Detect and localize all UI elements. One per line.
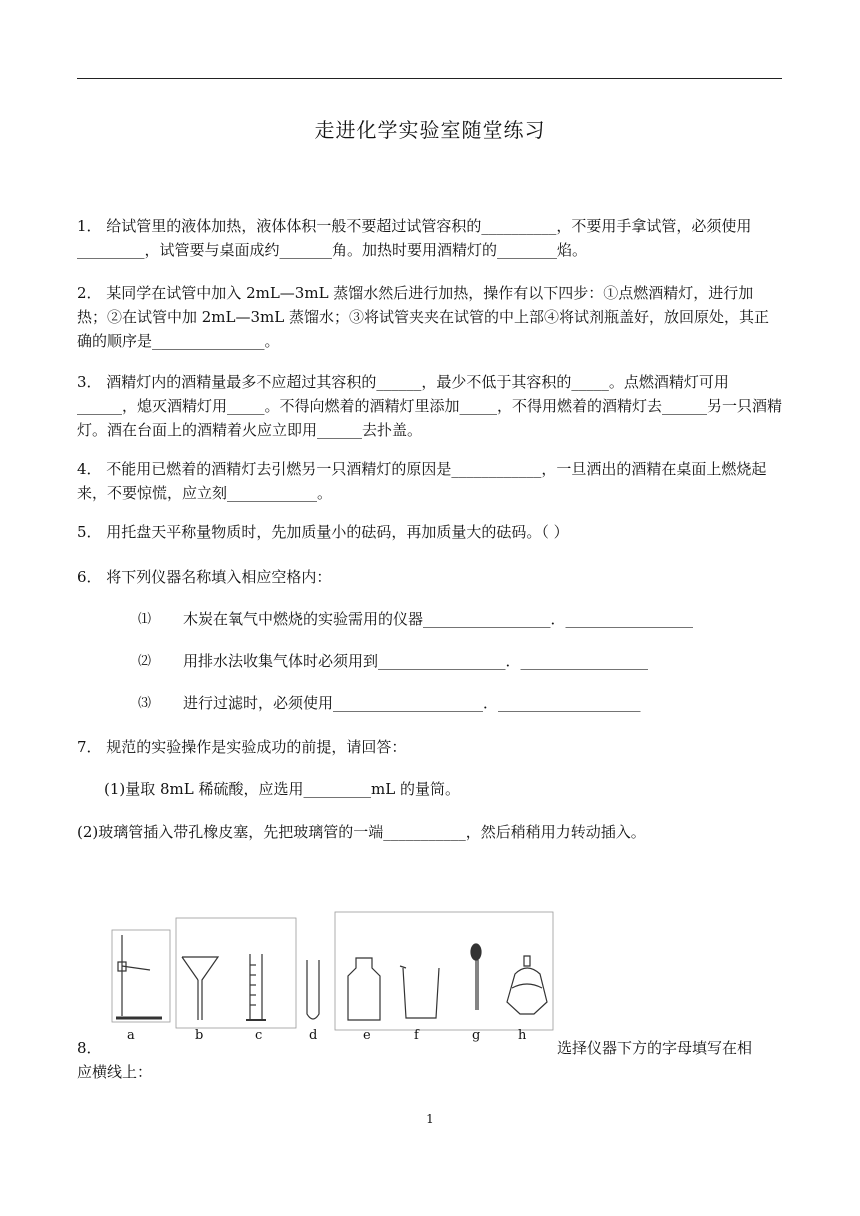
label-h: h — [518, 1028, 527, 1043]
label-b: b — [195, 1028, 204, 1043]
question-1: 1． 给试管里的液体加热，液体体积一般不要超过试管容积的__________，不要用手拿试管，必须使用_________，试管要与桌面成约_______角。加热时要用酒精灯的________焰。 — [77, 217, 752, 259]
question-3: 3． 酒精灯内的酒精量最多不应超过其容积的______，最少不低于其容积的_____。点燃酒精灯可用______，熄灭酒精灯用_____。不得向燃着的酒精灯里添加_____，不得用燃着的酒精灯去______另一只酒精灯。酒在台面上的酒精着火应立即用______去扑盖。 — [77, 373, 783, 439]
graduated-cylinder-icon — [246, 954, 266, 1020]
beaker-icon — [400, 966, 439, 1018]
header-rule — [77, 78, 782, 79]
apparatus-drawing — [110, 910, 555, 1035]
dropper-icon — [471, 944, 481, 1010]
test-tube-icon — [307, 960, 319, 1019]
q6-1-text: 木炭在氧气中燃烧的实验需用的仪器_________________．_________________ — [183, 610, 694, 628]
question-8-continuation: 应横线上： — [77, 1063, 153, 1081]
reagent-bottle-icon — [348, 958, 380, 1020]
alcohol-lamp-icon — [507, 956, 547, 1014]
question-7: 7． 规范的实验操作是实验成功的前提，请回答： — [77, 738, 407, 756]
label-e: e — [363, 1028, 371, 1043]
label-g: g — [472, 1028, 481, 1043]
question-6: 6． 将下列仪器名称填入相应空格内： — [77, 568, 332, 586]
q6-3-text: 进行过滤时，必须使用____________________．___________________ — [183, 694, 641, 712]
q6-2-text: 用排水法收集气体时必须用到_________________．_________________ — [183, 652, 649, 670]
page-number: 1 — [426, 1112, 434, 1126]
q6-3-number: ⑶ — [138, 696, 152, 711]
q6-1-number: ⑴ — [138, 612, 152, 627]
lab-apparatus-figure — [110, 910, 555, 1043]
question-7-part-1: (1)量取 8mL 稀硫酸，应选用_________mL 的量筒。 — [104, 780, 460, 798]
funnel-icon — [182, 957, 218, 1020]
label-d: d — [309, 1028, 318, 1043]
question-4: 4． 不能用已燃着的酒精灯去引燃另一只酒精灯的原因是____________，一旦洒出的酒精在桌面上燃烧起来，不要惊慌，应立刻____________。 — [77, 460, 767, 502]
question-5: 5． 用托盘天平称量物质时，先加质量小的砝码，再加质量大的砝码。（ ） — [77, 523, 569, 541]
question-2: 2． 某同学在试管中加入 2mL—3mL 蒸馏水然后进行加热，操作有以下四步：①点燃酒精灯，进行加热；②在试管中加 2mL—3mL 蒸馏水；③将试管夹夹在试管的中上部④将试剂瓶盖好，放回原处，其正确的顺序是_______________。 — [77, 284, 769, 350]
iron-stand-icon — [116, 935, 162, 1018]
question-8-number: 8． — [77, 1039, 102, 1057]
label-a: a — [127, 1028, 135, 1043]
page-title: 走进化学实验室随堂练习 — [314, 118, 546, 142]
label-c: c — [255, 1028, 263, 1043]
question-8-text: 选择仪器下方的字母填写在相 — [557, 1039, 753, 1057]
label-f: f — [414, 1028, 419, 1043]
q6-2-number: ⑵ — [138, 654, 152, 669]
question-7-part-2: (2)玻璃管插入带孔橡皮塞，先把玻璃管的一端___________，然后稍稍用力转动插入。 — [77, 823, 646, 841]
